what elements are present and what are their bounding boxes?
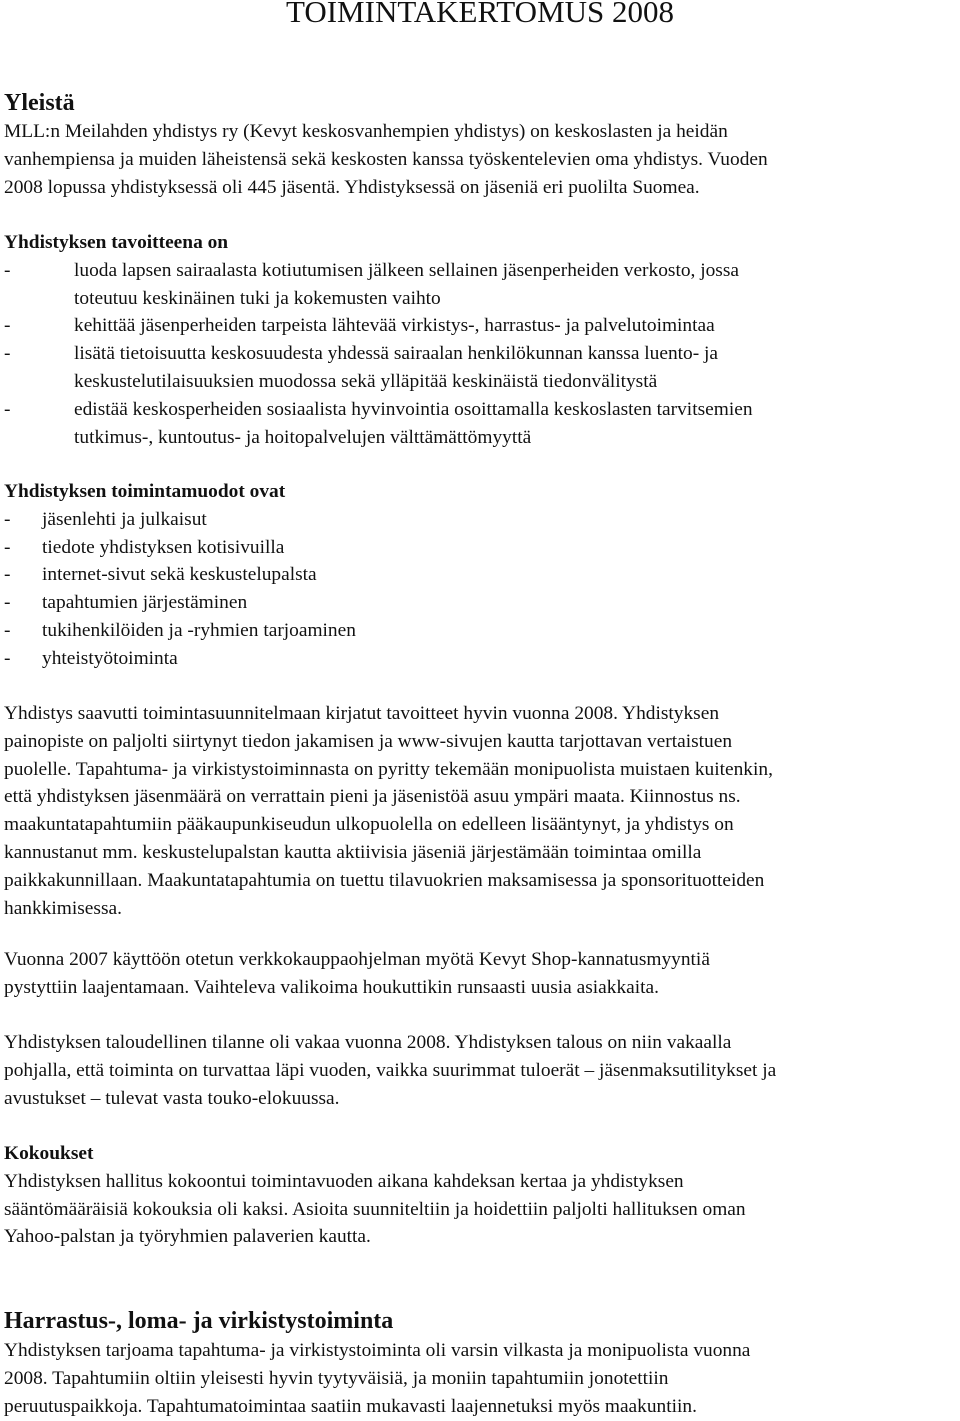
list-item	[4, 312, 956, 340]
section-tavoitteet	[4, 229, 956, 451]
paragraph-kevyt-shop	[4, 946, 956, 1002]
list-item-text: tiedote yhdistyksen kotisivuilla	[42, 536, 285, 558]
list-item-continuation: toteutuu keskinäinen tuki ja kokemusten vaihto	[74, 287, 441, 309]
text-line: Yahoo-palstan ja työryhmien palaverien kautta.	[4, 1226, 371, 1248]
text-line: pohjalla, että toiminta on turvattaa läpi vuoden, vaikka suurimmat tuloerät – jäsenmaksutilitykset ja	[4, 1059, 777, 1081]
text-line: avustukset – tulevat vasta touko-elokuussa.	[4, 1087, 340, 1109]
text-line: 2008 lopussa yhdistyksessä oli 445 jäsentä. Yhdistyksessä on jäseniä eri puolilta Suomea.	[4, 176, 700, 198]
list-item-text: luoda lapsen sairaalasta kotiutumisen jälkeen sellainen jäsenperheiden verkosto, jossa	[74, 259, 740, 281]
list-item-text: kehittää jäsenperheiden tarpeista lähtevää virkistys-, harrastus- ja palvelutoimintaa	[74, 315, 715, 337]
list-item	[4, 617, 956, 645]
list-item-continuation: tutkimus-, kuntoutus- ja hoitopalvelujen välttämättömyyttä	[74, 426, 532, 448]
text-line: painopiste on paljolti siirtynyt tiedon jakamisen ja www-sivujen kautta tarjottavan vertaistuen	[4, 730, 733, 752]
heading-harrastus: Harrastus-, loma- ja virkistystoiminta	[4, 1308, 394, 1334]
heading-toimintamuodot: Yhdistyksen toimintamuodot ovat	[4, 481, 286, 502]
paragraph-talous	[4, 1029, 956, 1112]
text-line: Yhdistys saavutti toimintasuunnitelmaan kirjatut tavoitteet hyvin vuonna 2008. Yhdistyksen	[4, 703, 720, 724]
section-kokoukset	[4, 1140, 956, 1251]
list-item	[4, 589, 956, 617]
heading-yleista: Yleistä	[4, 90, 75, 116]
list-dash: -	[4, 398, 11, 420]
list-item-text: tapahtumien järjestäminen	[42, 592, 248, 614]
heading-kokoukset: Kokoukset	[4, 1143, 94, 1164]
text-line: kannustanut mm. keskustelupalstan kautta aktiivisia jäseniä järjestämään toimintaa omilla	[4, 841, 702, 863]
paragraph-harrastus	[4, 1337, 956, 1420]
list-item-text: internet-sivut sekä keskustelupalsta	[42, 564, 317, 586]
text-line: 2008. Tapahtumiin oltiin yleisesti hyvin tyytyväisiä, ja moniin tapahtumiin jonotettiin	[4, 1367, 669, 1389]
list-item	[4, 340, 956, 368]
list-item-text: lisätä tietoisuutta keskosuudesta yhdessä sairaalan henkilökunnan kanssa luento- ja	[74, 343, 719, 365]
paragraph-yleista	[4, 118, 956, 201]
text-line: Yhdistyksen taloudellinen tilanne oli vakaa vuonna 2008. Yhdistyksen talous on niin vakaalla	[4, 1032, 732, 1053]
list-dash: -	[4, 508, 11, 530]
section-toimintamuodot	[4, 478, 956, 673]
text-line: peruutuspaikkoja. Tapahtumatoimintaa saatiin mukavasti laajennetuksi myös maakuntiin.	[4, 1395, 697, 1417]
list-dash: -	[4, 619, 11, 641]
list-item	[4, 534, 956, 562]
text-line: Yhdistyksen tarjoama tapahtuma- ja virkistystoiminta oli varsin vilkasta ja monipuolista vuonna	[4, 1340, 751, 1361]
list-item-text: jäsenlehti ja julkaisut	[42, 508, 207, 530]
text-line: Vuonna 2007 käyttöön otetun verkkokauppaohjelman myötä Kevyt Shop-kannatusmyyntiä	[4, 949, 710, 970]
list-item-continuation: keskustelutilaisuuksien muodossa sekä ylläpitää keskinäistä tiedonvälitystä	[74, 370, 658, 392]
text-line: Yhdistyksen hallitus kokoontui toimintavuoden aikana kahdeksan kertaa ja yhdistyksen	[4, 1170, 684, 1192]
document-title: TOIMINTAKERTOMUS 2008	[285, 0, 675, 29]
text-line: maakuntatapahtumiin pääkaupunkiseudun ulkopuolella on edelleen lisääntynyt, ja yhdistys on	[4, 814, 734, 836]
list-item	[4, 257, 956, 285]
text-line: hankkimisessa.	[4, 897, 122, 919]
paragraph-tavoitteet-saavutettu	[4, 700, 956, 922]
text-line: puolelle. Tapahtuma- ja virkistystoiminnasta on pyritty tekemään monipuolista muistaen kuitenkin,	[4, 758, 773, 780]
list-item	[4, 645, 956, 673]
list-item	[4, 396, 956, 424]
list-item-text: edistää keskosperheiden sosiaalista hyvinvointia osoittamalla keskoslasten tarvitsemien	[74, 398, 753, 420]
list-dash: -	[4, 343, 11, 365]
list-item	[4, 561, 956, 589]
list-dash: -	[4, 315, 11, 337]
list-item	[4, 506, 956, 534]
list-dash: -	[4, 564, 11, 586]
list-dash: -	[4, 536, 11, 558]
text-line: sääntömääräisiä kokouksia oli kaksi. Asioita suunniteltiin ja hoidettiin paljolti hallituksen oman	[4, 1198, 746, 1220]
list-item-text: tukihenkilöiden ja -ryhmien tarjoaminen	[42, 619, 356, 641]
list-dash: -	[4, 592, 11, 614]
heading-tavoitteet: Yhdistyksen tavoitteena on	[4, 232, 229, 253]
list-dash: -	[4, 647, 11, 669]
list-dash: -	[4, 259, 11, 281]
text-line: pystyttiin laajentamaan. Vaihteleva valikoima houkuttikin runsaasti uusia asiakkaita.	[4, 976, 659, 998]
text-line: MLL:n Meilahden yhdistys ry (Kevyt keskosvanhempien yhdistys) on keskoslasten ja heidän	[4, 121, 728, 142]
text-line: paikkakunnillaan. Maakuntatapahtumia on tuettu tilavuokrien maksamisessa ja sponsorituotteiden	[4, 869, 765, 891]
text-line: vanhempiensa ja muiden läheistensä sekä keskosten kanssa työskentelevien oma yhdistys. Vuoden	[4, 148, 768, 170]
text-line: että yhdistyksen jäsenmäärä on verrattain pieni ja jäsenistöä asuu ympäri maata. Kiinnostus ns.	[4, 786, 741, 808]
list-item-text: yhteistyötoiminta	[42, 647, 178, 669]
